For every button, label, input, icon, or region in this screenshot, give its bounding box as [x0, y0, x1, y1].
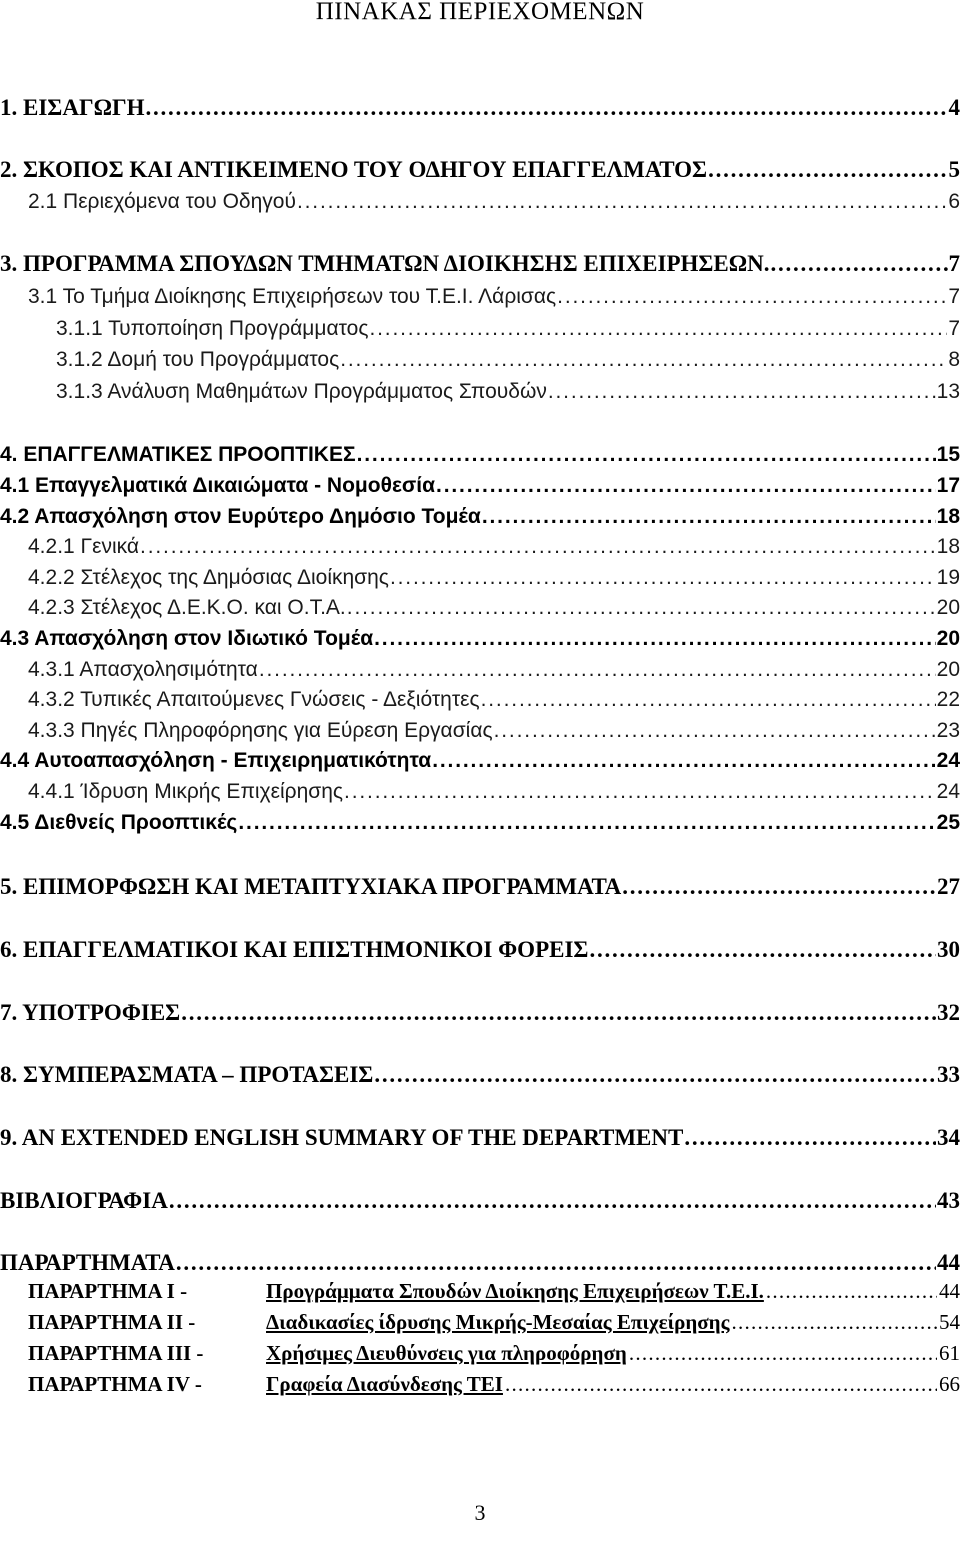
dot-leader	[494, 716, 936, 746]
entry-title: 4.2.3 Στέλεχος Δ.Ε.Κ.Ο. και Ο.Τ.Α.	[28, 596, 346, 619]
entry-title: 5. ΕΠΙΜΟΡΦΩΣΗ ΚΑΙ ΜΕΤΑΠΤΥΧΙΑΚΑ ΠΡΟΓΡΑΜΜΑΤΑ	[0, 874, 622, 899]
entry-page: 25	[936, 811, 960, 834]
toc-entry[interactable]	[0, 808, 960, 838]
entry-page: 19	[936, 566, 960, 589]
entry-page: 20	[936, 658, 960, 681]
dot-leader	[176, 1248, 936, 1278]
page-title: ΠΙΝΑΚΑΣ ΠΕΡΙΕΧΟΜΕΝΩΝ	[315, 0, 645, 25]
entry-page: 23	[936, 719, 960, 742]
toc-entry[interactable]	[28, 532, 960, 562]
toc-entry[interactable]	[0, 998, 960, 1028]
entry-page: 8	[948, 348, 960, 371]
dot-leader	[238, 808, 935, 838]
entry-page: 6	[948, 190, 960, 213]
entry-page: 13	[936, 380, 960, 403]
entry-title: 4.2.2 Στέλεχος της Δημόσιας Διοίκησης	[28, 566, 389, 589]
dot-leader	[374, 1060, 936, 1090]
entry-page: 27	[937, 874, 960, 899]
entry-title: 4.4 Αυτοαπασχόληση - Επιχειρηματικότητα	[0, 749, 432, 772]
entry-page: 7	[948, 317, 960, 340]
entry-page: 43	[937, 1188, 960, 1213]
entry-page: 20	[936, 596, 960, 619]
dot-leader	[684, 1123, 936, 1153]
appendix-title: Προγράμματα Σπουδών Διοίκησης Επιχειρήσεων Τ.Ε.Ι.	[266, 1279, 764, 1303]
dot-leader	[181, 998, 936, 1028]
entry-title: 3.1 Το Τμήμα Διοίκησης Επιχειρήσεων του Τ.Ε.Ι. Λάρισας	[28, 285, 557, 308]
dot-leader	[771, 249, 948, 279]
toc-entry[interactable]	[0, 440, 960, 470]
toc-entry[interactable]	[56, 345, 960, 375]
entry-title: 3. ΠΡΟΓΡΑΜΜΑ ΣΠΟΥΔΩΝ ΤΜΗΜΑΤΩΝ ΔΙΟΙΚΗΣΗΣ ΕΠΙΧΕΙΡΗΣΕΩΝ.	[0, 251, 770, 276]
entry-title: 3.1.2 Δομή του Προγράμματος	[56, 348, 340, 371]
dot-leader	[347, 593, 936, 623]
entry-title: 4.3.1 Απασχολησιμότητα	[28, 658, 258, 681]
toc-entry[interactable]	[0, 93, 960, 123]
entry-title: 2.1 Περιεχόμενα του Οδηγού	[28, 190, 296, 213]
dot-leader	[357, 440, 936, 470]
toc-entry[interactable]	[0, 872, 960, 902]
toc-entry[interactable]	[0, 249, 960, 279]
toc-entry[interactable]	[0, 624, 960, 654]
dot-leader	[622, 872, 936, 902]
toc-entry[interactable]	[28, 777, 960, 807]
entry-title: 6. ΕΠΑΓΓΕΛΜΑΤΙΚΟΙ ΚΑΙ ΕΠΙΣΤΗΜΟΝΙΚΟΙ ΦΟΡΕΙΣ	[0, 937, 589, 962]
toc-entry[interactable]	[0, 746, 960, 776]
toc-entry[interactable]	[28, 187, 960, 217]
appendix-entry[interactable]	[28, 1369, 960, 1399]
entry-page: 20	[936, 627, 960, 650]
toc-entry[interactable]	[28, 655, 960, 685]
entry-title: 4. ΕΠΑΓΓΕΛΜΑΤΙΚΕΣ ΠΡΟΟΠΤΙΚΕΣ	[0, 443, 356, 466]
dot-leader	[340, 345, 947, 375]
entry-page: 30	[937, 937, 960, 962]
entry-page: 4	[948, 95, 960, 120]
toc-entry[interactable]	[0, 1186, 960, 1216]
entry-page: 7	[948, 251, 960, 276]
entry-title: 3.1.1 Τυποποίηση Προγράμματος	[56, 317, 369, 340]
appendix-page: 44	[939, 1279, 960, 1303]
dot-leader	[374, 624, 936, 654]
appendix-label: ΠΑΡΑΡΤΗΜΑ ΙV -	[28, 1372, 202, 1396]
toc-entry[interactable]	[0, 471, 960, 501]
appendix-entry[interactable]	[28, 1276, 960, 1306]
entry-page: 17	[936, 474, 960, 497]
appendix-page: 61	[939, 1341, 960, 1365]
entry-title: ΠΑΡΑΡΤΗΜΑΤΑ	[0, 1250, 175, 1275]
dot-leader	[169, 1186, 936, 1216]
toc-entry[interactable]	[56, 314, 960, 344]
entry-title: ΒΙΒΛΙΟΓΡΑΦΙΑ	[0, 1188, 168, 1213]
entry-title: 4.2.1 Γενικά	[28, 535, 140, 558]
appendix-label: ΠΑΡΑΡΤΗΜΑ Ι -	[28, 1279, 188, 1303]
entry-title: 8. ΣΥΜΠΕΡΑΣΜΑΤΑ – ΠΡΟΤΑΣΕΙΣ	[0, 1062, 374, 1087]
entry-page: 24	[936, 749, 960, 772]
entry-title: 3.1.3 Ανάλυση Μαθημάτων Προγράμματος Σπουδών	[56, 380, 547, 403]
toc-entry[interactable]	[0, 1123, 960, 1153]
entry-title: 4.4.1 Ίδρυση Μικρής Επιχείρησης	[28, 780, 344, 803]
entry-title: 4.5 Διεθνείς Προοπτικές	[0, 811, 238, 834]
entry-title: 4.3.3 Πηγές Πληροφόρησης για Εύρεση Εργασίας	[28, 719, 493, 742]
dot-leader	[432, 746, 935, 776]
dot-leader	[629, 1338, 937, 1368]
toc-entry[interactable]	[28, 593, 960, 623]
entry-page: 24	[936, 780, 960, 803]
entry-page: 5	[948, 157, 960, 182]
toc-entry[interactable]	[28, 563, 960, 593]
entry-title: 2. ΣΚΟΠΟΣ ΚΑΙ ΑΝΤΙΚΕΙΜΕΝΟ ΤΟΥ ΟΔΗΓΟΥ ΕΠΑΓΓΕΛΜΑΤΟΣ	[0, 157, 708, 182]
toc-entry[interactable]	[0, 1248, 960, 1278]
dot-leader	[481, 685, 936, 715]
dot-leader	[505, 1369, 937, 1399]
entry-page: 15	[936, 443, 960, 466]
appendix-label: ΠΑΡΑΡΤΗΜΑ ΙΙΙ -	[28, 1341, 204, 1365]
appendix-title: Γραφεία Διασύνδεσης ΤΕΙ	[266, 1372, 503, 1396]
entry-page: 32	[937, 1000, 960, 1025]
dot-leader	[731, 1307, 937, 1337]
toc-entry[interactable]	[0, 155, 960, 185]
dot-leader	[390, 563, 936, 593]
dot-leader	[146, 93, 948, 123]
entry-page: 18	[936, 505, 960, 528]
toc-entry[interactable]	[56, 377, 960, 407]
dot-leader	[589, 935, 936, 965]
toc-entry[interactable]	[28, 282, 960, 312]
appendix-page: 54	[939, 1310, 960, 1334]
entry-title: 4.3 Απασχόληση στον Ιδιωτικό Τομέα	[0, 627, 374, 650]
entry-page: 33	[937, 1062, 960, 1087]
toc-entry[interactable]	[28, 716, 960, 746]
dot-leader	[140, 532, 936, 562]
entry-title: 9. AN EXTENDED ENGLISH SUMMARY OF THE DEPARTMENT	[0, 1125, 684, 1150]
toc-entry[interactable]	[28, 685, 960, 715]
appendix-entry[interactable]	[28, 1338, 960, 1368]
dot-leader	[344, 777, 936, 807]
entry-page: 18	[936, 535, 960, 558]
appendix-label: ΠΑΡΑΡΤΗΜΑ ΙΙ -	[28, 1310, 196, 1334]
entry-title: 4.3.2 Τυπικές Απαιτούμενες Γνώσεις - Δεξιότητες	[28, 688, 480, 711]
dot-leader	[708, 155, 947, 185]
entry-page: 44	[937, 1250, 960, 1275]
dot-leader	[557, 282, 947, 312]
appendix-title: Διαδικασίες ίδρυσης Μικρής-Μεσαίας Επιχείρησης	[266, 1310, 730, 1334]
entry-title: 7. ΥΠΟΤΡΟΦΙΕΣ	[0, 1000, 181, 1025]
appendix-entry[interactable]	[28, 1307, 960, 1337]
entry-title: 4.1 Επαγγελματικά Δικαιώματα - Νομοθεσία	[0, 474, 436, 497]
dot-leader	[482, 502, 936, 532]
dot-leader	[548, 377, 936, 407]
entry-page: 34	[937, 1125, 960, 1150]
dot-leader	[766, 1276, 937, 1306]
toc-entry[interactable]	[0, 1060, 960, 1090]
dot-leader	[297, 187, 947, 217]
toc-entry[interactable]	[0, 502, 960, 532]
dot-leader	[436, 471, 936, 501]
entry-title: 4.2 Απασχόληση στον Ευρύτερο Δημόσιο Τομέα	[0, 505, 481, 528]
page-number: 3	[474, 1500, 486, 1525]
appendix-page: 66	[939, 1372, 960, 1396]
entry-title: 1. ΕΙΣΑΓΩΓΗ	[0, 95, 145, 120]
toc-entry[interactable]	[0, 935, 960, 965]
dot-leader	[369, 314, 947, 344]
appendix-title: Χρήσιμες Διευθύνσεις για πληροφόρηση	[266, 1341, 627, 1365]
dot-leader	[259, 655, 936, 685]
entry-page: 22	[936, 688, 960, 711]
entry-page: 7	[948, 285, 960, 308]
